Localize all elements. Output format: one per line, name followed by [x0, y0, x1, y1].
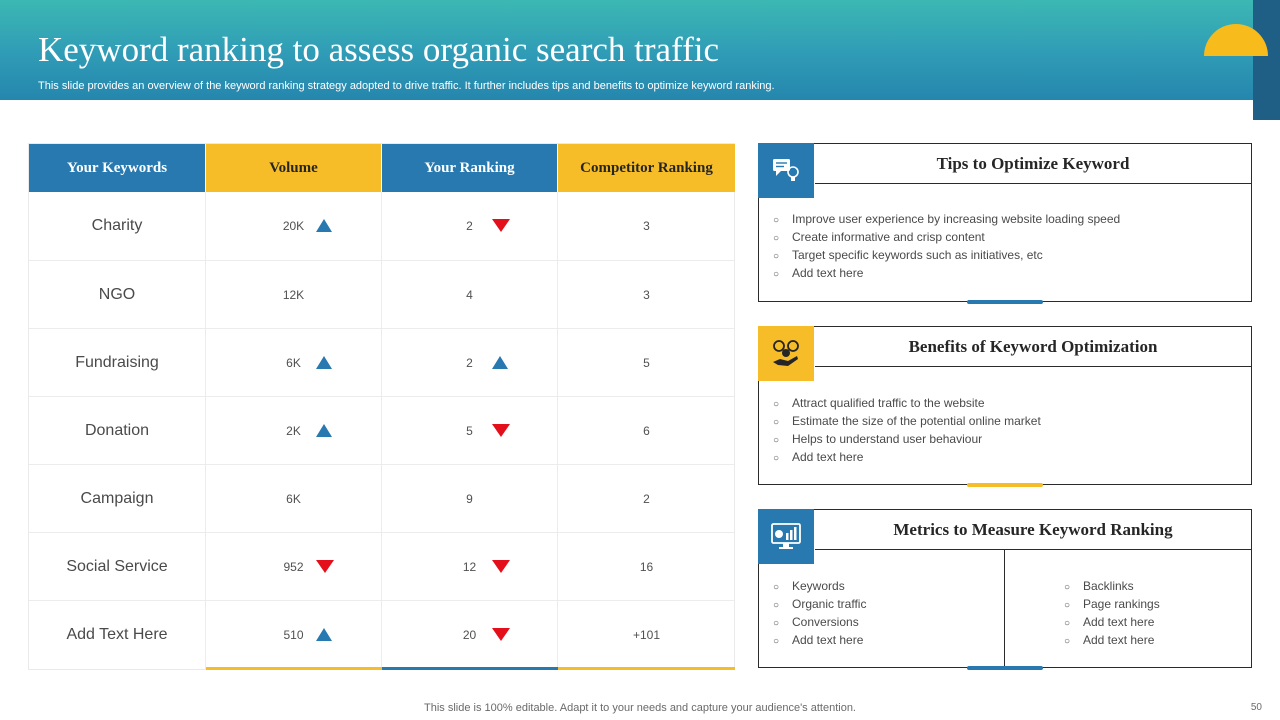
tips-box: [758, 143, 1252, 302]
volume-cell: [205, 601, 381, 669]
tips-title: Tips to Optimize Keyword: [815, 144, 1251, 184]
keyword-cell-value: NGO: [98, 286, 136, 303]
ranking-cell-value: 12: [462, 560, 477, 574]
competitor-ranking-cell: [557, 261, 735, 329]
keyword-cell-value: Charity: [91, 217, 143, 234]
volume-cell-value: 2K: [286, 424, 301, 438]
metrics-list-item: ○ Add text here: [773, 632, 866, 650]
monitor-chart-icon: [758, 509, 814, 564]
benefits-list-item: ○ Attract qualified traffic to the website: [773, 395, 1041, 413]
ranking-cell-value: 9: [466, 492, 473, 506]
slide-subtitle: This slide provides an overview of the keyword ranking strategy adopted to drive traffic. It further includes tips and benefits to optimize keyword ranking.: [38, 80, 775, 92]
keyword-cell: [29, 465, 205, 533]
metrics-list-item: ○ Add text here: [1064, 614, 1160, 632]
volume-cell: [205, 465, 381, 533]
volume-cell-value: 12K: [282, 288, 305, 302]
tips-list-item: ○ Target specific keywords such as initiatives, etc: [773, 247, 1120, 265]
keyword-cell-value: Add Text Here: [66, 626, 168, 643]
volume-cell-value: 6K: [286, 492, 301, 506]
ranking-cell-value: 20: [462, 628, 477, 642]
table-row: [29, 396, 735, 464]
keyword-cell: [29, 397, 205, 465]
tips-list-item: ○ Add text here: [773, 265, 1120, 283]
competitor-ranking-cell: [557, 329, 735, 397]
metrics-accent-bar: [967, 666, 1043, 670]
metrics-title: Metrics to Measure Keyword Ranking: [815, 510, 1251, 550]
volume-column-accent: [206, 667, 382, 670]
arrow-up-icon: [316, 628, 332, 641]
competitor-ranking-cell: [557, 192, 735, 260]
ranking-cell-value: 2: [466, 356, 473, 370]
table-body: [29, 192, 735, 668]
page-number: 50: [1250, 702, 1262, 713]
footer-note: This slide is 100% editable. Adapt it to your needs and capture your audience's attention.: [424, 702, 856, 714]
volume-cell: [205, 261, 381, 329]
table-row: [29, 464, 735, 532]
benefits-list: [773, 395, 1041, 467]
keyword-cell: [29, 261, 205, 329]
header-side-strip: [1253, 0, 1280, 120]
ranking-cell: [381, 329, 557, 397]
volume-cell: [205, 397, 381, 465]
ranking-column-accent: [382, 667, 558, 670]
metrics-list-left: [773, 578, 866, 650]
keyword-cell: [29, 329, 205, 397]
arrow-down-icon: [492, 560, 510, 573]
arrow-down-icon: [492, 424, 510, 437]
keyword-cell-value: Social Service: [66, 558, 168, 575]
metrics-list-item: ○ Conversions: [773, 614, 866, 632]
header-your-keywords: Your Keywords: [29, 144, 205, 192]
metrics-box: [758, 509, 1252, 668]
volume-cell-value: 20K: [282, 219, 305, 233]
keyword-cell: [29, 192, 205, 260]
ranking-cell: [381, 533, 557, 601]
hand-coins-icon: [758, 326, 814, 381]
keyword-cell-value: Donation: [84, 422, 150, 439]
competitor-ranking-cell-value: 2: [643, 492, 650, 506]
volume-cell: [205, 329, 381, 397]
competitor-ranking-cell: [557, 465, 735, 533]
volume-cell-value: 952: [283, 560, 304, 574]
keyword-cell: [29, 601, 205, 669]
ranking-cell-value: 5: [466, 424, 473, 438]
tips-accent-bar: [967, 300, 1043, 304]
arrow-up-icon: [316, 356, 332, 369]
ranking-cell: [381, 261, 557, 329]
table-row: [29, 328, 735, 396]
competitor-ranking-cell-value: 3: [643, 288, 650, 302]
metrics-divider: [1004, 550, 1005, 667]
slide-title: Keyword ranking to assess organic search traffic: [38, 30, 719, 69]
table-header: [29, 144, 735, 192]
competitor-ranking-cell-value: 3: [643, 219, 650, 233]
chat-bulb-icon: [758, 143, 814, 198]
arrow-down-icon: [316, 560, 334, 573]
arrow-up-icon: [492, 356, 508, 369]
competitor-ranking-cell-value: 6: [643, 424, 650, 438]
arrow-up-icon: [316, 424, 332, 437]
competitor-ranking-cell-value: +101: [632, 628, 661, 642]
table-row: [29, 600, 735, 668]
ranking-cell: [381, 192, 557, 260]
tips-list-item: ○ Improve user experience by increasing website loading speed: [773, 211, 1120, 229]
ranking-cell: [381, 465, 557, 533]
volume-cell: [205, 533, 381, 601]
arrow-up-icon: [316, 219, 332, 232]
ranking-cell-value: 4: [466, 288, 473, 302]
volume-cell-value: 510: [283, 628, 304, 642]
competitor-ranking-cell-value: 5: [643, 356, 650, 370]
header-volume: Volume: [205, 144, 381, 192]
keyword-cell-value: Campaign: [80, 490, 154, 507]
volume-cell: [205, 192, 381, 260]
competitor-column-accent: [558, 667, 735, 670]
metrics-list-item: ○ Keywords: [773, 578, 866, 596]
benefits-title: Benefits of Keyword Optimization: [815, 327, 1251, 367]
benefits-list-item: ○ Helps to understand user behaviour: [773, 431, 1041, 449]
metrics-list-item: ○ Add text here: [1064, 632, 1160, 650]
benefits-accent-bar: [967, 483, 1043, 487]
table-row: [29, 192, 735, 260]
table-row: [29, 260, 735, 328]
ranking-cell: [381, 397, 557, 465]
volume-cell-value: 6K: [286, 356, 301, 370]
arrow-down-icon: [492, 628, 510, 641]
metrics-list-item: ○ Page rankings: [1064, 596, 1160, 614]
arrow-down-icon: [492, 219, 510, 232]
competitor-ranking-cell: [557, 397, 735, 465]
metrics-list-item: ○ Backlinks: [1064, 578, 1160, 596]
metrics-list-item: ○ Organic traffic: [773, 596, 866, 614]
metrics-list-right: [1064, 578, 1160, 650]
keyword-cell-value: Fundraising: [75, 354, 159, 371]
header-competitor-ranking: Competitor Ranking: [557, 144, 735, 192]
benefits-box: [758, 326, 1252, 485]
tips-list: [773, 211, 1120, 283]
competitor-ranking-cell-value: 16: [639, 560, 654, 574]
competitor-ranking-cell: [557, 533, 735, 601]
keyword-cell: [29, 533, 205, 601]
table-row: [29, 532, 735, 600]
benefits-list-item: ○ Add text here: [773, 449, 1041, 467]
competitor-ranking-cell: [557, 601, 735, 669]
benefits-list-item: ○ Estimate the size of the potential online market: [773, 413, 1041, 431]
ranking-cell: [381, 601, 557, 669]
keyword-table: [28, 143, 735, 670]
header-your-ranking: Your Ranking: [381, 144, 557, 192]
ranking-cell-value: 2: [466, 219, 473, 233]
tips-list-item: ○ Create informative and crisp content: [773, 229, 1120, 247]
